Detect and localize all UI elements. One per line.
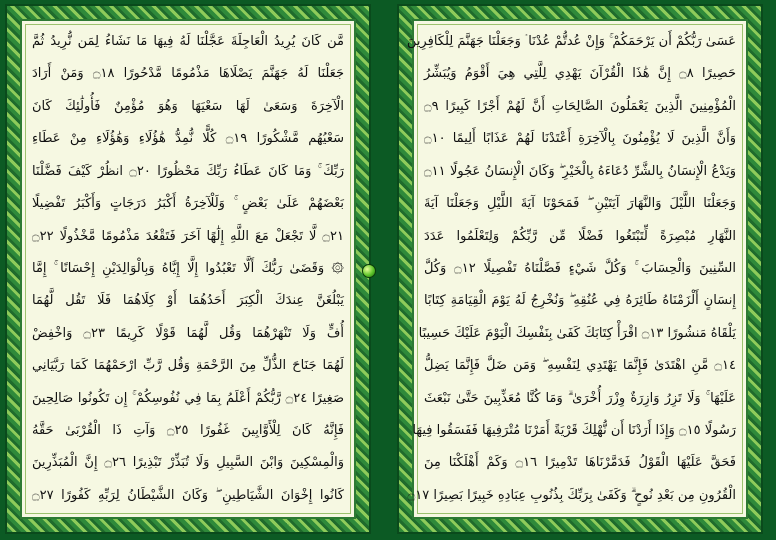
text-line: وَيَدْعُ الْإِنسَانُ بِالشَّرِّ دُعَاءَهُ بِالْخَيْرِ ۖ وَكَانَ الْإِنسَانُ عَجُولًا ۝١١ — [424, 163, 736, 179]
right-page-text-area — [406, 19, 748, 519]
text-line: صَغِيرًا ۝٢٤ رَّبُّكُمْ أَعْلَمُ بِمَا فِي نُفُوسِكُمْ ۚ إِن تَكُونُوا صَالِحِينَ — [32, 390, 344, 406]
text-line: سَعْيُهُم مَّشْكُورًا ۝١٩ كُلًّا نُّمِدُّ هَٰؤُلَاءِ وَهَٰؤُلَاءِ مِنْ عَطَاءِ — [32, 131, 345, 147]
text-line: وَالْمِسْكِينَ وَابْنَ السَّبِيلِ وَلَا تُبَذِّرْ تَبْذِيرًا ۝٢٦ إِنَّ الْمُبَذِّرِينَ — [32, 455, 344, 471]
left-page[interactable] — [5, 4, 371, 534]
text-line: وَجَعَلْنَا اللَّيْلَ وَالنَّهَارَ آيَتَيْنِ ۖ فَمَحَوْنَا آيَةَ اللَّيْلِ وَجَعَلْنَا آيَةَ — [424, 196, 736, 212]
text-line: ۝٢١ لَّا تَجْعَلْ مَعَ اللَّهِ إِلَٰهًا آخَرَ فَتَقْعُدَ مَذْمُومًا مَّخْذُولًا ۝٢٢ — [32, 228, 344, 244]
left-page-lines — [32, 31, 344, 507]
text-line: يَبْلُغَنَّ عِندَكَ الْكِبَرَ أَحَدُهُمَا أَوْ كِلَاهُمَا فَلَا تَقُل لَّهُمَا — [32, 293, 344, 309]
text-line: عَسَىٰ رَبُّكُمْ أَن يَرْحَمَكُمْ ۚ وَإِنْ عُدتُّمْ عُدْنَا ۘ وَجَعَلْنَا جَهَنَّمَ لِلْكَافِرِينَ — [406, 34, 736, 49]
text-line: إِنسَانٍ أَلْزَمْنَاهُ طَائِرَهُ فِي عُنُقِهِ ۖ وَنُخْرِجُ لَهُ يَوْمَ الْقِيَامَةِ كِتَابًا — [424, 293, 736, 309]
bookmark-bead-icon[interactable] — [362, 264, 376, 278]
text-line: فَحَقَّ عَلَيْهَا الْقَوْلُ فَدَمَّرْنَاهَا تَدْمِيرًا ۝١٦ وَكَمْ أَهْلَكْنَا مِنَ — [424, 455, 736, 471]
text-line: مَّن كَانَ يُرِيدُ الْعَاجِلَةَ عَجَّلْنَا لَهُ فِيهَا مَا نَشَاءُ لِمَن نُّرِيدُ ثُمَّ — [32, 34, 344, 49]
text-line: الْمُؤْمِنِينَ الَّذِينَ يَعْمَلُونَ الصَّالِحَاتِ أَنَّ لَهُمْ أَجْرًا كَبِيرًا ۝٩ — [424, 98, 736, 114]
text-line: ۝١٤ مَّنِ اهْتَدَىٰ فَإِنَّمَا يَهْتَدِي لِنَفْسِهِ ۖ وَمَن ضَلَّ فَإِنَّمَا يَضِلُّ — [424, 358, 736, 374]
text-line: السِّنِينَ وَالْحِسَابَ ۚ وَكُلَّ شَيْءٍ فَصَّلْنَاهُ تَفْصِيلًا ۝١٢ وَكُلَّ — [424, 260, 736, 276]
text-line: ۞ وَقَضَىٰ رَبُّكَ أَلَّا تَعْبُدُوا إِلَّا إِيَّاهُ وَبِالْوَالِدَيْنِ إِحْسَانًا ۚ إِمَّا — [32, 260, 344, 276]
text-line: حَصِيرًا ۝٨ إِنَّ هَٰذَا الْقُرْآنَ يَهْدِي لِلَّتِي هِيَ أَقْوَمُ وَيُبَشِّرُ — [424, 66, 736, 82]
text-line: رَبِّكَ ۚ وَمَا كَانَ عَطَاءُ رَبِّكَ مَحْظُورًا ۝٢٠ انظُرْ كَيْفَ فَضَّلْنَا — [32, 163, 344, 179]
text-line: الْقُرُونِ مِن بَعْدِ نُوحٍ ۗ وَكَفَىٰ بِرَبِّكَ بِذُنُوبِ عِبَادِهِ خَبِيرًا بَصِيرًا ۝١٧ — [407, 487, 736, 503]
text-line: رَسُولًا ۝١٥ وَإِذَا أَرَدْنَا أَن نُّهْلِكَ قَرْيَةً أَمَرْنَا مُتْرَفِيهَا فَفَسَقُوا فِيهَا — [412, 423, 736, 439]
text-line: فَإِنَّهُ كَانَ لِلْأَوَّابِينَ غَفُورًا ۝٢٥ وَآتِ ذَا الْقُرْبَىٰ حَقَّهُ — [32, 423, 344, 439]
text-line: وَأَنَّ الَّذِينَ لَا يُؤْمِنُونَ بِالْآخِرَةِ أَعْتَدْنَا لَهُمْ عَذَابًا أَلِيمًا ۝١٠ — [424, 131, 736, 147]
text-line: عَلَيْهَا ۚ وَلَا تَزِرُ وَازِرَةٌ وِزْرَ أُخْرَىٰ ۗ وَمَا كُنَّا مُعَذِّبِينَ حَتَّىٰ نَبْعَثَ — [424, 390, 736, 406]
text-line: جَعَلْنَا لَهُ جَهَنَّمَ يَصْلَاهَا مَذْمُومًا مَّدْحُورًا ۝١٨ وَمَنْ أَرَادَ — [32, 66, 344, 82]
right-page-lines — [406, 31, 736, 507]
text-line: أُفٍّ وَلَا تَنْهَرْهُمَا وَقُل لَّهُمَا قَوْلًا كَرِيمًا ۝٢٣ وَاخْفِضْ — [32, 325, 345, 341]
text-line: يَلْقَاهُ مَنشُورًا ۝١٣ اقْرَأْ كِتَابَكَ كَفَىٰ بِنَفْسِكَ الْيَوْمَ عَلَيْكَ حَسِيبًا — [418, 325, 736, 341]
left-page-text-area — [20, 19, 356, 519]
text-line: كَانُوا إِخْوَانَ الشَّيَاطِينِ ۖ وَكَانَ الشَّيْطَانُ لِرَبِّهِ كَفُورًا ۝٢٧ — [32, 487, 344, 503]
text-line: بَعْضَهُمْ عَلَىٰ بَعْضٍ ۚ وَلَلْآخِرَةُ أَكْبَرُ دَرَجَاتٍ وَأَكْبَرُ تَفْضِيلًا — [32, 196, 344, 212]
text-line: لَهُمَا جَنَاحَ الذُّلِّ مِنَ الرَّحْمَةِ وَقُل رَّبِّ ارْحَمْهُمَا كَمَا رَبَّيَانِي — [32, 358, 344, 374]
text-line: الْآخِرَةَ وَسَعَىٰ لَهَا سَعْيَهَا وَهُوَ مُؤْمِنٌ فَأُولَٰئِكَ كَانَ — [32, 98, 344, 114]
text-line: النَّهَارِ مُبْصِرَةً لِّتَبْتَغُوا فَضْلًا مِّن رَّبِّكُمْ وَلِتَعْلَمُوا عَدَدَ — [424, 228, 736, 244]
right-page[interactable] — [397, 4, 763, 534]
